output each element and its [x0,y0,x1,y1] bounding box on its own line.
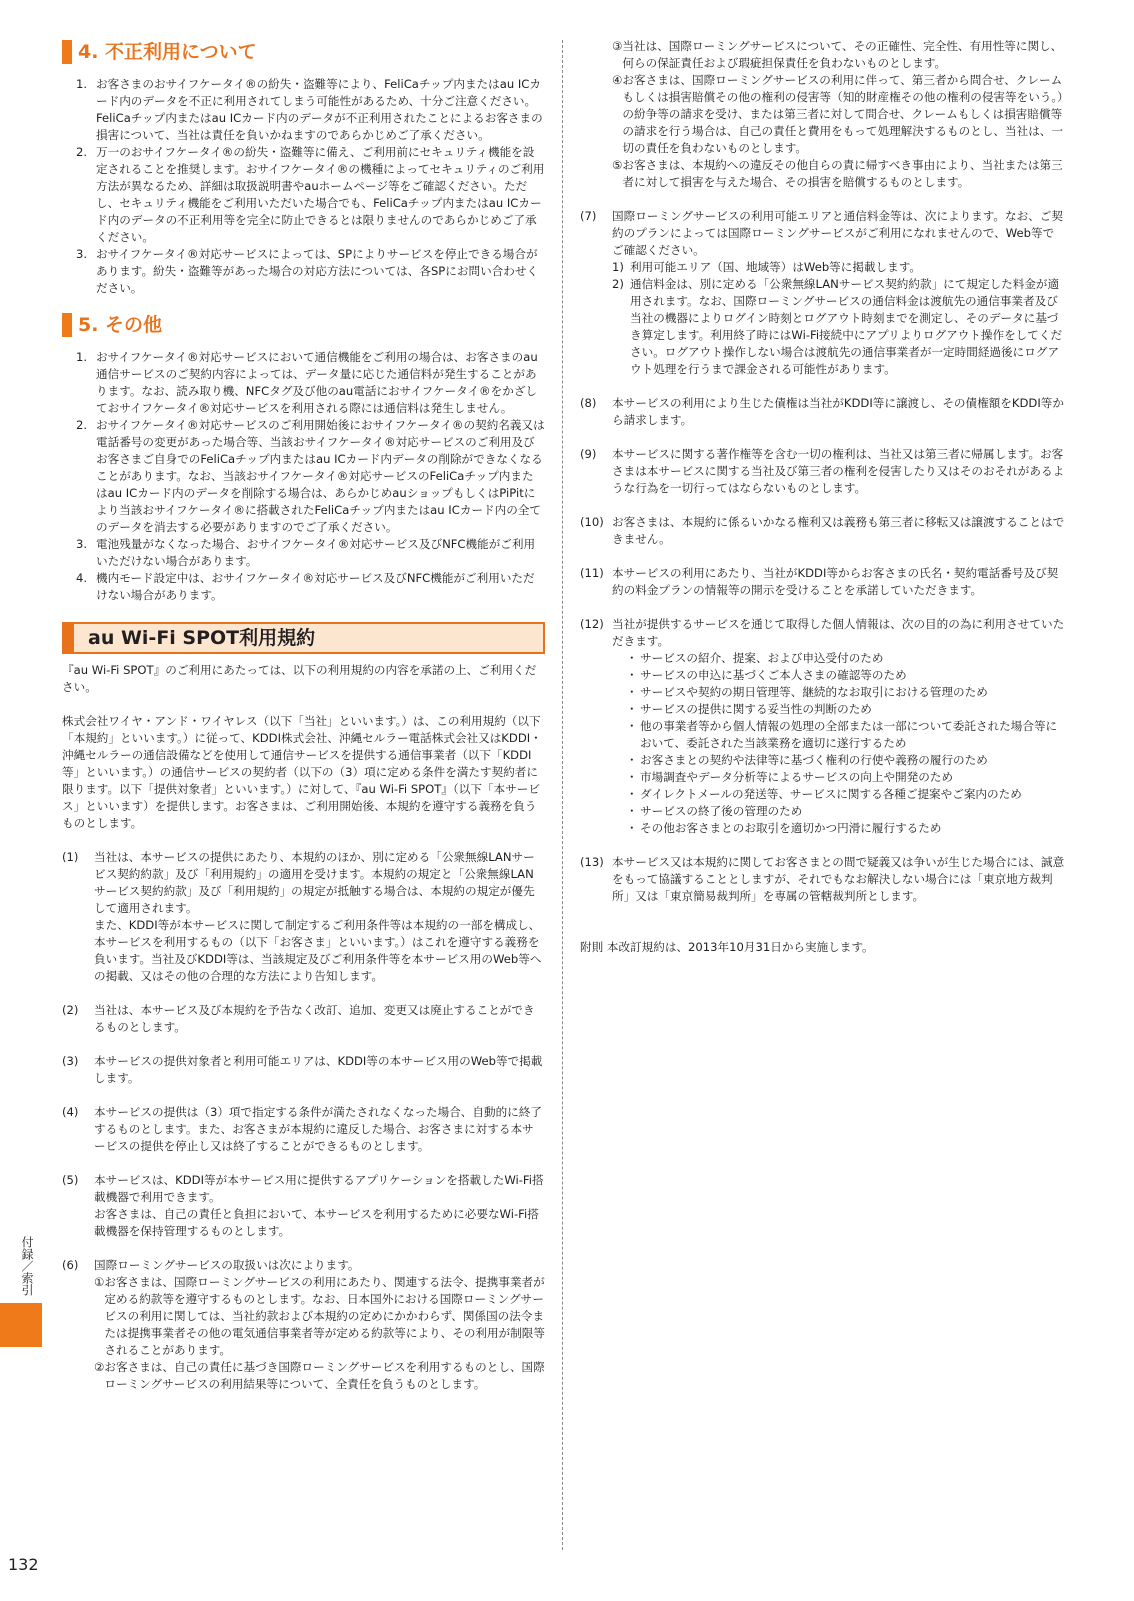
bullet: ・ [626,821,638,835]
bullet-item [626,752,1065,769]
term-item-10 [580,514,1065,548]
term-text: 国際ローミングサービスの利用可能エリアと通信料金等は、次によります。なお、ご契約のプランによっては国際ローミングサービスがご利用になれませんので、Web等でご確認ください。 [612,209,1063,257]
heading-bar [62,313,72,337]
term-item-2 [62,1002,545,1036]
bullet-text: サービスの提供に関する妥当性の判断のため [640,702,872,716]
item-number: 3. [76,247,88,261]
terms-title-box [62,622,545,654]
term-label: (4) [62,1105,79,1119]
sub-item [612,157,1065,191]
sub-item [94,1274,545,1359]
terms-intro-2: 株式会社ワイヤ・アンド・ワイヤレス（以下「当社」といいます。）は、この利用規約（以下「本規約」といいます。）に従って、KDDI株式会社、沖縄セルラー電話株式会社又はKDDI・沖縄セルラーの通信設備などを使用して通信サービスを提供する通信事業者（以下「KDDI等」といいます。）の通信サービスの契約者（以下の（3）項に定める条件を満たす契約者に限ります。以下「提供対象者」といいます。）に対して、『au Wi-Fi SPOT』（以下「本サービス」といいます）を提供します。お客さまは、ご利用開始後、本規約を遵守する義務を負うものとします。 [62,714,542,830]
term-text: 本サービスの提供は（3）項で指定する条件が満たされなくなった場合、自動的に終了するものとします。また、お客さまが本規約に違反した場合、お客さまに対する本サービスの提供を停止し又は終了することができるものとします。 [94,1105,542,1153]
term-label: (1) [62,850,79,864]
left-column [62,38,545,1393]
supplementary-provision: 附則 本改訂規約は、2013年10月31日から実施します。 [580,940,874,954]
bullet-text: サービスの申込に基づくご本人さまの確認等のため [640,668,907,682]
section-5-heading [62,313,545,337]
term-item-12 [580,616,1065,837]
term-item-5 [62,1172,545,1240]
item-text: おサイフケータイ®対応サービスによっては、SPによりサービスを停止できる場合があります。紛失・盗難等があった場合の対応方法については、各SPにお問い合わせください。 [96,247,539,295]
section-4-list [62,76,545,297]
bullet-text: その他お客さまとのお取引を適切かつ円滑に履行するため [640,821,942,835]
bullet-item [626,718,1065,752]
section-4-title: 4. 不正利用について [78,40,257,63]
list-item [62,76,545,144]
sub-marker: ③ [612,39,623,53]
item-number: 4. [76,571,88,585]
item-text: お客さまのおサイフケータイ®の紛失・盗難等により、FeliCaチップ内またはau ICカード内のデータを不正に利用されてしまう可能性があるため、十分ご注意ください。FeliCaチップ内またはau ICカード内のデータが不正利用されたことによるお客さまの損害について、当社は責任を負いかねますのであらかじめご了承ください。 [96,77,543,142]
bullet-item [626,803,1065,820]
term-label: (12) [580,617,604,631]
term-item-11 [580,565,1065,599]
term-text: 本サービスは、KDDI等が本サービス用に提供するアプリケーションを搭載したWi-Fi搭載機器で利用できます。 [94,1173,544,1204]
terms-intro-1: 『au Wi-Fi SPOT』のご利用にあたっては、以下の利用規約の内容を承諾の上、ご利用ください。 [62,663,537,694]
sub-marker: ① [94,1275,105,1289]
item-number: 2. [76,418,88,432]
term-label: (9) [580,447,597,461]
term-text: 本サービスの利用により生じた債権は当社がKDDI等に譲渡し、その債権額をKDDI等から請求します。 [612,396,1064,427]
bullet: ・ [626,685,638,699]
item-text: 機内モード設定中は、おサイフケータイ®対応サービス及びNFC機能がご利用いただけない場合があります。 [96,571,535,602]
sub-item [94,1359,545,1393]
bullet: ・ [626,753,638,767]
bullet-text: サービスの終了後の管理のため [640,804,803,818]
item-number: 2. [76,145,88,159]
term-text: 本サービスの利用にあたり、当社がKDDI等からお客さまの氏名・契約電話番号及び契約の料金プランの情報等の開示を受けることを承諾していただきます。 [612,566,1059,597]
sub-text: 当社は、国際ローミングサービスについて、その正確性、完全性、有用性等に関し、何らの保証責任および瑕疵担保責任を負わないものとします。 [622,39,1063,70]
sub-text: お客さまは、国際ローミングサービスの利用にあたり、関連する法令、提携事業者が定める約款等を遵守するものとします。なお、日本国外における国際ローミングサービスの利用に関しては、当社約款および本規約の定めにかかわらず、関係国の法令または提携事業者その他の電気通信事業者等が定める約款等により、その利用が制限等されることがあります。 [104,1275,545,1357]
term-item-1 [62,849,545,985]
bullet-item [626,684,1065,701]
term-label: (6) [62,1258,79,1272]
sub-item [612,38,1065,72]
term-label: (2) [62,1003,79,1017]
sub-text: 利用可能エリア（国、地域等）はWeb等に掲載します。 [630,260,922,274]
item-number: 1. [76,350,88,364]
bullet: ・ [626,804,638,818]
sub-item [612,276,1065,378]
term-label: (3) [62,1054,79,1068]
term-text: 国際ローミングサービスの取扱いは次によります。 [94,1258,360,1272]
sub-text: お客さまは、本規約への違反その他自らの責に帰すべき事由により、当社または第三者に対して損害を与えた場合、その損害を賠償するものとします。 [622,158,1063,189]
sub-item [612,72,1065,157]
sub-item [612,259,1065,276]
sub-text: 通信料金は、別に定める「公衆無線LANサービス契約約款」にて規定した料金が適用されます。なお、国際ローミングサービスの通信料金は渡航先の通信事業者及び当社の機器によりログイン時刻とログアウト時刻までを測定し、そのデータに基づき算定します。利用終了時にはWi-Fi接続中にアプリよりログアウト操作をしてください。ログアウト操作しない場合は渡航先の通信事業者が一定時間経過後にログアウト処理を行うまで課金される可能性があります。 [630,277,1063,376]
heading-bar [62,40,72,64]
bullet: ・ [626,719,638,733]
term-item-4 [62,1104,545,1155]
sub-text: お客さまは、自己の責任に基づき国際ローミングサービスを利用するものとし、国際ローミングサービスの利用結果等について、全責任を負うものとします。 [104,1360,545,1391]
term-text: また、KDDI等が本サービスに関して制定するご利用条件等は本規約の一部を構成し、本サービスを利用するもの（以下「お客さま」といいます。）はこれを遵守する義務を負います。当社及びKDDI等は、当該規定及びご利用条件等を本サービス用のWeb等への掲載、又はその他の合理的な方法により告知します。 [94,918,542,983]
bullet-item [626,769,1065,786]
bullet-item [626,786,1065,803]
term-item-8 [580,395,1065,429]
item-text: おサイフケータイ®対応サービスにおいて通信機能をご利用の場合は、お客さまのau通信サービスのご契約内容によっては、データ量に応じた通信料が発生することがあります。なお、読み取り機、NFCタグ及び他のau電話におサイフケータイ®をかざしておサイフケータイ®対応サービスを利用される際には通信料は発生しません。 [96,350,538,415]
term-text: 当社は、本サービスの提供にあたり、本規約のほか、別に定める「公衆無線LANサービス契約約款」及び「利用規約」の適用を受けます。本規約の規定と「公衆無線LANサービス契約約款」及び「利用規約」の規定が抵触する場合は、本規約の規定が優先して適用されます。 [94,850,535,915]
term-label: (10) [580,515,604,529]
bullet-text: サービスや契約の期日管理等、継続的なお取引における管理のため [640,685,988,699]
section-5-list [62,349,545,604]
term-item-13 [580,854,1065,905]
column-divider [562,40,563,1550]
bullet-text: 他の事業者等から個人情報の処理の全部または一部について委託された場合等において、委託された当該業務を適切に遂行するため [640,719,1058,750]
sub-text: お客さまは、国際ローミングサービスの利用に伴って、第三者から問合せ、クレームもしくは損害賠償その他の権利の侵害等（知的財産権その他の権利の侵害等をいう。）の紛争等の請求を受け、または第三者に対して問合せ、クレームもしくは損害賠償等の請求を行う場合は、自己の責任と費用をもって処理解決するものとし、当社は、一切の責任を負わないものとします。 [622,73,1063,155]
title-box-accent [62,622,74,654]
term-label: (13) [580,855,604,869]
list-item [62,417,545,536]
term-label: (11) [580,566,604,580]
item-text: おサイフケータイ®対応サービスのご利用開始後におサイフケータイ®の契約名義又は電話番号の変更があった場合等、当該おサイフケータイ®対応サービスのご利用及びお客さまご自身でのFeliCaチップ内またはau ICカード内データの削除ができなくなることがあります。なお、当該おサイフケータイ®対応サービスのFeliCaチップ内またはau ICカード内のデータを削除する場合は、あらかじめauショップもしくはPiPitにより当該おサイフケータイ®に搭載されたFeliCaチップ内またはau ICカード内の全てのデータを消去する必要がありますのでご了承ください。 [96,418,545,534]
term-label: (5) [62,1173,79,1187]
term-item-7 [580,208,1065,378]
bullet-text: お客さまとの契約や法律等に基づく権利の行使や義務の履行のため [640,753,988,767]
sub-marker: ④ [612,73,623,87]
right-column [580,38,1065,956]
item-text: 電池残量がなくなった場合、おサイフケータイ®対応サービス及びNFC機能がご利用いただけない場合があります。 [96,537,536,568]
bullet: ・ [626,787,638,801]
sub-marker: ② [94,1360,105,1374]
term-item-9 [580,446,1065,497]
sub-marker: ⑤ [612,158,623,172]
term-text: お客さまは、本規約に係るいかなる権利又は義務も第三者に移転又は譲渡することはできません。 [612,515,1065,546]
list-item [62,536,545,570]
list-item [62,144,545,246]
term-item-6 [62,1257,545,1393]
term-label: (8) [580,396,597,410]
item-text: 万一のおサイフケータイ®の紛失・盗難等に備え、ご利用前にセキュリティ機能を設定されることを推奨します。おサイフケータイ®の機種によってセキュリティのご利用方法が異なるため、詳細は取扱説明書やauホームページ等をご確認ください。ただし、セキュリティ機能をご利用いただいた場合でも、FeliCaチップ内またはau ICカード内のデータの不正利用等を完全に防止できるとは限りませんのであらかじめご了承ください。 [96,145,545,244]
term-item-3 [62,1053,545,1087]
side-index-label: 付録／索引 [20,1236,34,1296]
section-4-heading [62,40,545,64]
terms-title: au Wi-Fi SPOT利用規約 [88,626,316,649]
term-text: 本サービス又は本規約に関してお客さまとの間で疑義又は争いが生じた場合には、誠意をもって協議することとしますが、それでもなお解決しない場合には「東京地方裁判所」又は「東京簡易裁判所」を専属の管轄裁判所とします。 [612,855,1065,903]
bullet-item [626,820,1065,837]
bullet-text: ダイレクトメールの発送等、サービスに関する各種ご提案やご案内のため [640,787,1022,801]
term-label: (7) [580,209,597,223]
bullet-item [626,650,1065,667]
term-text: 当社は、本サービス及び本規約を予告なく改訂、追加、変更又は廃止することができるものとします。 [94,1003,535,1034]
bullet-text: 市場調査やデータ分析等によるサービスの向上や開発のため [640,770,954,784]
list-item [62,246,545,297]
term-text: お客さまは、自己の責任と負担において、本サービスを利用するために必要なWi-Fi搭載機器を保持管理するものとします。 [94,1207,539,1238]
bullet-item [626,667,1065,684]
item-number: 3. [76,537,88,551]
term-text: 当社が提供するサービスを通じて取得した個人情報は、次の目的の為に利用させていただきます。 [612,617,1065,648]
bullet: ・ [626,668,638,682]
list-item [62,570,545,604]
bullet: ・ [626,651,638,665]
bullet: ・ [626,770,638,784]
term-text: 本サービスに関する著作権等を含む一切の権利は、当社又は第三者に帰属します。お客さまは本サービスに関する当社及び第三者の権利を侵害したり又はそのおそれがあるような行為を一切行ってはならないものとします。 [612,447,1065,495]
bullet-item [626,701,1065,718]
sub-marker: 2) [612,277,624,291]
sub-marker: 1) [612,260,624,274]
term-text: 本サービスの提供対象者と利用可能エリアは、KDDI等の本サービス用のWeb等で掲載します。 [94,1054,543,1085]
page-number: 132 [8,1555,39,1574]
item-number: 1. [76,77,88,91]
section-5-title: 5. その他 [78,313,163,336]
side-index-tab [0,1303,42,1347]
bullet-text: サービスの紹介、提案、および申込受付のため [640,651,884,665]
list-item [62,349,545,417]
bullet: ・ [626,702,638,716]
